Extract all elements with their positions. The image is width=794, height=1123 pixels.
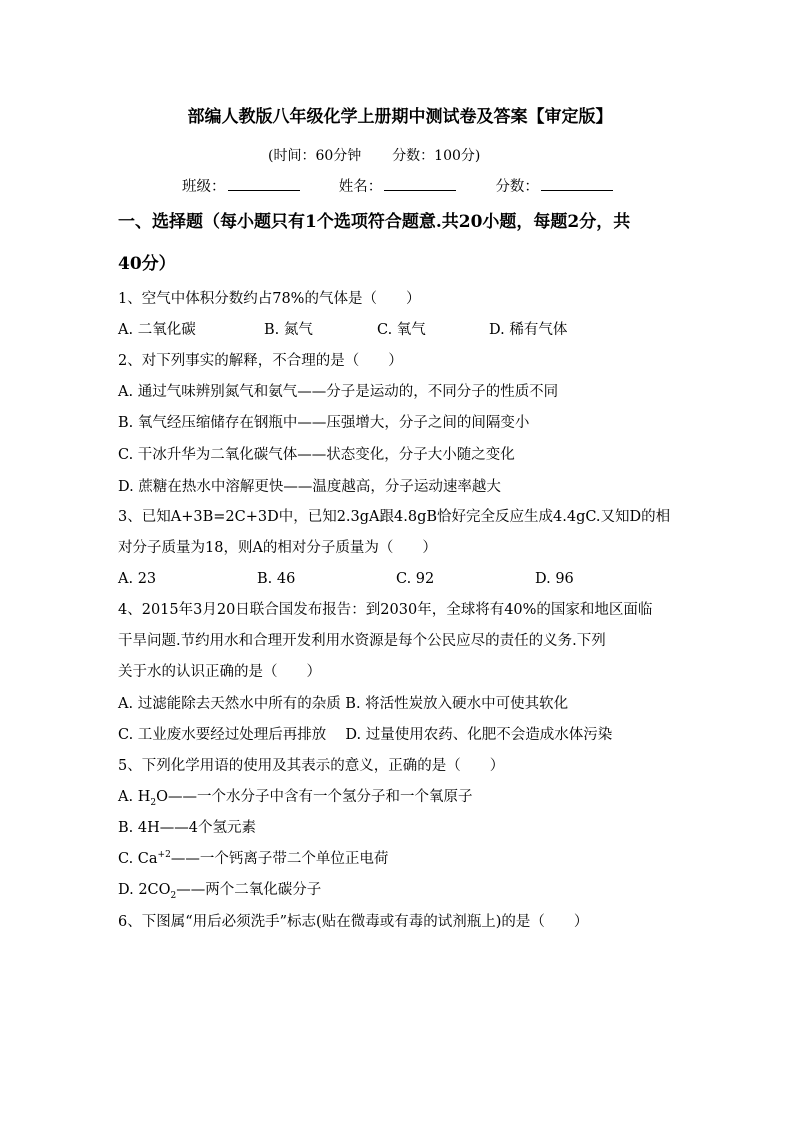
q1-options xyxy=(118,320,567,340)
section-heading: 一、选择题（每小题只有1个选项符合题意.共20小题，每题2分，共 xyxy=(118,212,631,232)
q3-option-c: C. 92 xyxy=(396,571,435,587)
q4-options-cd: C. 工业废水要经过处理后再排放 D. 过量使用农药、化肥不会造成水体污染 xyxy=(118,727,613,743)
q3-options xyxy=(118,569,574,589)
q2-option-a: A. 通过气味辨别氮气和氨气——分子是运动的，不同分子的性质不同 xyxy=(118,384,559,400)
q5-option-c: C. $Ca^{+2}——$一个钙离子带二个单位正电荷 xyxy=(118,850,389,867)
q1-option-a: A. 二氧化碳 xyxy=(118,322,196,338)
q4-stem-line2: 干旱问题.节约用水和合理开发利用水资源是每个公民应尽的责任的义务.下列 xyxy=(118,633,606,649)
q1-option-d: D. 稀有气体 xyxy=(489,322,568,338)
q2-option-d: D. 蔗糖在热水中溶解更快——温度越高，分子运动速率越大 xyxy=(118,479,501,495)
q2-option-b: B. 氧气经压缩储存在钢瓶中——压强增大，分子之间的间隔变小 xyxy=(118,415,530,431)
section-heading-cont: 40分） xyxy=(118,254,176,274)
q5-option-b: B. 4H——4个氢元素 xyxy=(118,820,256,836)
q3-option-a: A. 23 xyxy=(118,571,157,587)
q5-option-a: A. $H_2O——$一个水分子中含有一个氢分子和一个氧原子 xyxy=(118,789,473,808)
student-info-row xyxy=(182,176,613,197)
class-blank[interactable] xyxy=(228,176,300,191)
q3-stem-line1: 3、已知A+3B=2C+3D中，已知2.3gA跟4.8gB恰好完全反应生成4.4gC.又知D的相 xyxy=(118,509,671,525)
score-blank[interactable] xyxy=(541,176,613,191)
q5-stem: 5、下列化学用语的使用及其表示的意义，正确的是（ ） xyxy=(118,758,505,774)
q3-stem-line2: 对分子质量为18，则A的相对分子质量为（ ） xyxy=(118,540,437,556)
exam-meta xyxy=(268,146,480,166)
q1-stem: 1、空气中体积分数约占78%的气体是（ ） xyxy=(118,291,421,307)
q4-stem-line1: 4、2015年3月20日联合国发布报告：到2030年，全球将有40%的国家和地区面临 xyxy=(118,602,653,618)
q2-stem: 2、对下列事实的解释，不合理的是（ ） xyxy=(118,353,403,369)
q1-option-b: B. 氮气 xyxy=(264,322,313,338)
name-label: 姓名： xyxy=(338,179,383,195)
q3-option-b: B. 46 xyxy=(257,571,296,587)
score-label: 分数： xyxy=(495,179,539,195)
total-score: 分数：100分) xyxy=(392,148,481,164)
q1-option-c: C. 氧气 xyxy=(377,322,426,338)
q6-stem: 6、下图属“用后必须洗手”标志(贴在微毒或有毒的试剂瓶上)的是（ ） xyxy=(118,914,589,930)
q2-option-c: C. 干冰升华为二氧化碳气体——状态变化，分子大小随之变化 xyxy=(118,447,515,463)
q4-options-ab: A. 过滤能除去天然水中所有的杂质 B. 将活性炭放入硬水中可使其软化 xyxy=(118,696,569,712)
q3-option-d: D. 96 xyxy=(535,571,574,587)
time-limit: (时间：60分钟 xyxy=(268,148,362,164)
page-title: 部编人教版八年级化学上册期中测试卷及答案【审定版】 xyxy=(187,107,613,127)
name-blank[interactable] xyxy=(384,176,456,191)
class-label: 班级： xyxy=(182,179,226,195)
q5-option-d: D. $2CO_2——$两个二氧化碳分子 xyxy=(118,882,322,901)
q4-stem-line3: 关于水的认识正确的是（ ） xyxy=(118,664,321,680)
